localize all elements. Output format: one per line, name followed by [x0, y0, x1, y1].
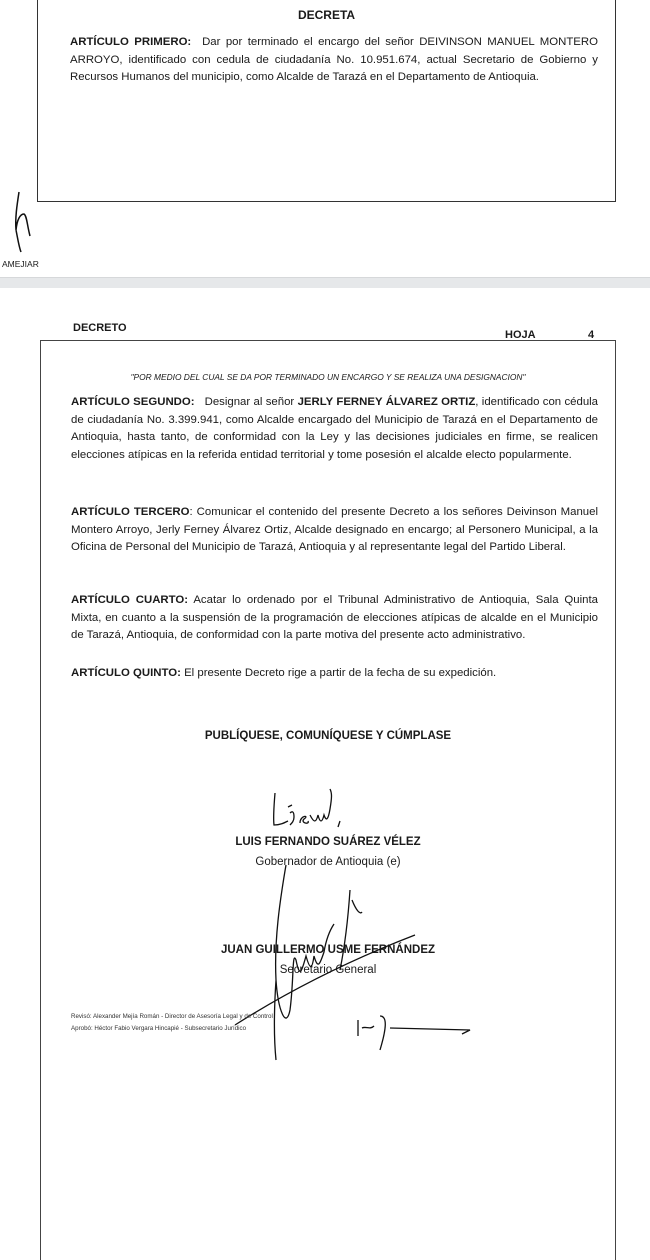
articulo-primero-text: Dar por terminado el encargo del señor DEIVINSON MANUEL MONTERO ARROYO, identificado con cedula de ciudadanía No. 10.951.674, actual Secretario de Gobierno y Recursos Humanos del municipio, como Alcalde de Tarazá en el Departamento de Antioquia.: [70, 36, 598, 84]
page-number: 4: [588, 329, 595, 341]
articulo-quinto: [71, 665, 598, 683]
articulo-segundo: [71, 394, 598, 464]
articulo-quinto-label: ARTÍCULO QUINTO:: [71, 667, 181, 679]
designee-name: JERLY FERNEY ÁLVAREZ ORTIZ: [297, 396, 476, 408]
articulo-segundo-label: ARTÍCULO SEGUNDO:: [71, 396, 195, 408]
articulo-segundo-text-b: , identificado con cédula de ciudadanía No. 3.399.941, como Alcalde encargado del Municipio de Tarazá en el Departamento de Antioquia, hasta tanto, de conformidad con la Ley y las decisiones judiciales en firme, se realicen elecciones atípicas en la referida entidad territorial y tome posesión el alcalde electo popularmente.: [71, 396, 599, 461]
decreta-heading: DECRETA: [297, 8, 356, 22]
articulo-primero-label: ARTÍCULO PRIMERO:: [70, 36, 192, 48]
hoja-label: HOJA: [505, 329, 536, 341]
approved-by: Aprobó: Héctor Fabio Vergara Hincapié - Subsecretario Jurídico: [71, 1025, 247, 1032]
reviewed-by: Revisó: Alexander Mejía Román - Director de Asesoría Legal y de Control: [71, 1013, 273, 1020]
secretary-signature: [230, 860, 480, 1060]
closing-formula: PUBLÍQUESE, COMUNÍQUESE Y CÚMPLASE: [204, 730, 452, 742]
articulo-quinto-text: El presente Decreto rige a partir de la fecha de su expedición.: [184, 667, 497, 679]
articulo-cuarto-label: ARTÍCULO CUARTO:: [71, 594, 189, 606]
signer2-name: JUAN GUILLERMO USME FERNÁNDEZ: [220, 944, 436, 956]
signer2-title: Secretario General: [279, 964, 377, 976]
initials-signature: [10, 190, 40, 255]
decree-subtitle: "POR MEDIO DEL CUAL SE DA POR TERMINADO UN ENCARGO Y SE REALIZA UNA DESIGNACION": [130, 372, 526, 382]
articulo-tercero-label: ARTÍCULO TERCERO: [71, 506, 190, 518]
initials-text: AMEJIAR: [2, 259, 39, 269]
governor-signature: [270, 785, 380, 835]
articulo-segundo-text-a: Designar al señor: [204, 396, 295, 408]
articulo-cuarto-text: Acatar lo ordenado por el Tribunal Administrativo de Antioquia, Sala Quinta Mixta, en cuanto a la suspensión de la programación de elecciones atípicas de alcalde en el Municipio de Tarazá, Antioquia, de conformidad con la parte motiva del presente acto administrativo.: [71, 594, 598, 642]
articulo-primero: [70, 34, 598, 87]
articulo-tercero-text: : Comunicar el contenido del presente Decreto a los señores Deivinson Manuel Montero Arroyo, Jerly Ferney Álvarez Ortiz, Alcalde designado en encargo; al Personero Municipal, a la Oficina de Personal del Municipio de Tarazá, Antioquia y al representante legal del Partido Liberal.: [71, 506, 598, 554]
articulo-cuarto: [71, 592, 598, 645]
articulo-tercero: [71, 504, 598, 557]
page-separator: [0, 277, 650, 288]
decreto-header: DECRETO: [73, 322, 127, 334]
page1-frame: [37, 0, 616, 202]
signer1-title: Gobernador de Antioquia (e): [255, 856, 401, 868]
signer1-name: LUIS FERNANDO SUÁREZ VÉLEZ: [235, 836, 421, 848]
